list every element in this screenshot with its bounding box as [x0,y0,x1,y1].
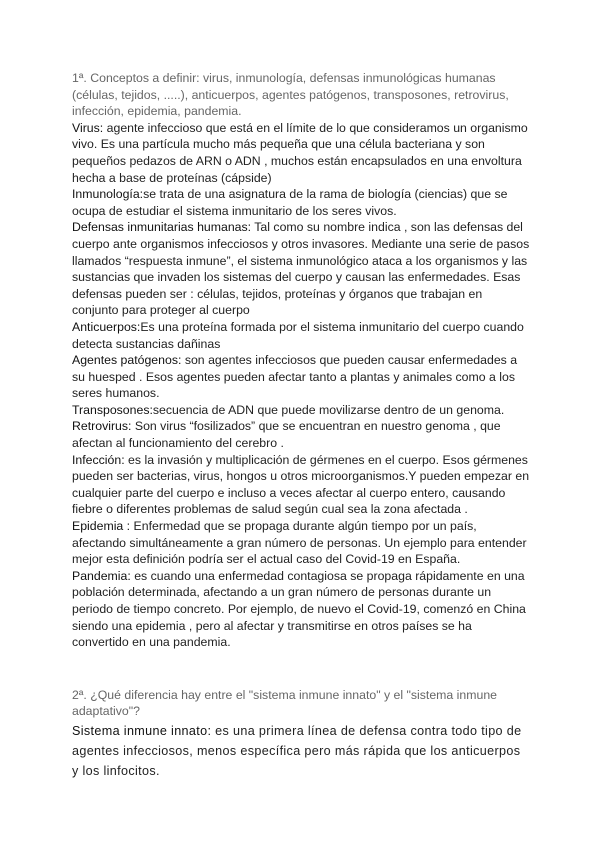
term-text: Enfermedad que se propaga durante algún tiempo por un país, afectando simultáneamente a gran número de personas. Un ejemplo para entender mejor esta definición podría ser el actual caso del Covid-19 en España. [72,519,527,567]
term-label: Defensas inmunitarias humanas: [72,220,252,235]
definition-agentes-patogenos [72,352,530,402]
definition-virus [72,120,530,186]
term-label: Epidemia : [72,519,131,534]
term-label: Inmunología: [72,187,144,202]
term-text: se trata de una asignatura de la rama de biología (ciencias) que se ocupa de estudiar el sistema inmunitario de los seres vivos. [72,187,508,218]
term-label: Anticuerpos: [72,319,141,334]
definition-inmunologia [72,186,530,219]
definition-defensas [72,219,530,319]
section-1 [72,70,530,651]
term-text: es la invasión y multiplicación de gérmenes en el cuerpo. Esos gérmenes pueden ser bacterias, virus, hongos u otros microorganismos.Y pueden empezar en cualquier parte del cuerpo e incluso a veces afectar al cuerpo entero, causando fiebre o diferentes problemas de salud según cual sea la zona afectada . [72,452,530,517]
term-label: Virus: [72,120,104,135]
term-text: es una primera línea de defensa contra todo tipo de agentes infecciosos, menos específica pero más rápida que los anticuerpos y los linfocitos. [72,723,522,778]
term-text: son agentes infecciosos que pueden causar enfermedades a su huesped . Esos agentes pueden afectar tanto a plantas y animales como a los seres humanos. [72,353,518,401]
definition-infeccion [72,452,530,518]
term-label: Agentes patógenos: [72,353,182,368]
definition-epidemia [72,518,530,568]
definition-retrovirus [72,418,530,451]
section-2 [72,687,530,781]
term-label: Transposones: [72,402,153,417]
term-label: Infección: [72,452,125,467]
term-text: Son virus “fosilizados” que se encuentran en nuestro genoma , que afectan al funcionamiento del cerebro . [72,419,501,451]
term-label: Pandemia: [72,568,131,583]
term-label: Sistema inmune innato: [72,723,212,738]
definition-pandemia [72,568,530,651]
definition-sistema-innato [72,721,530,781]
section-2-heading: 2ª. ¿Qué diferencia hay entre el "sistema inmune innato" y el "sistema inmune adaptativo"? [72,687,498,719]
term-text: es cuando una enfermedad contagiosa se propaga rápidamente en una población determinada, afectando a un gran número de personas durante un periodo de tiempo concreto. Por ejemplo, de nuevo el Covid-19, comenzó en China siendo una epidemia , pero al afectar y transmitirse en otros países se ha convertido en una pandemia. [72,568,526,650]
term-text: agente infeccioso que está en el límite de lo que consideramos un organismo vivo. Es una partícula mucho más pequeña que una célula bacteriana y son pequeños pedazos de ARN o ADN , muchos están encapsulados en una envoltura hecha a base de proteínas (cápside) [72,120,528,185]
term-label: Retrovirus: [72,419,132,434]
term-text: Tal como su nombre indica , son las defensas del cuerpo ante organismos infecciosos y otros invasores. Mediante una serie de pasos llamados “respuesta inmune”, el sistema inmunológico ataca a los organismos y las sustancias que invaden los sistemas del cuerpo y causan las enfermedades. Esas defensas pueden ser : células, tejidos, proteínas y órganos que trabajan en conjunto para proteger al cuerpo [72,220,530,318]
definition-transposones [72,402,530,419]
definition-anticuerpos [72,319,530,352]
section-1-heading: 1ª. Conceptos a definir: virus, inmunología, defensas inmunológicas humanas (células, tejidos, .....), anticuerpos, agentes patógenos, transposones, retrovirus, infección, epidemia, pandemia. [72,71,509,119]
term-text: secuencia de ADN que puede movilizarse dentro de un genoma. [152,402,505,417]
term-text: Es una proteína formada por el sistema inmunitario del cuerpo cuando detecta sustancias dañinas [72,319,524,351]
